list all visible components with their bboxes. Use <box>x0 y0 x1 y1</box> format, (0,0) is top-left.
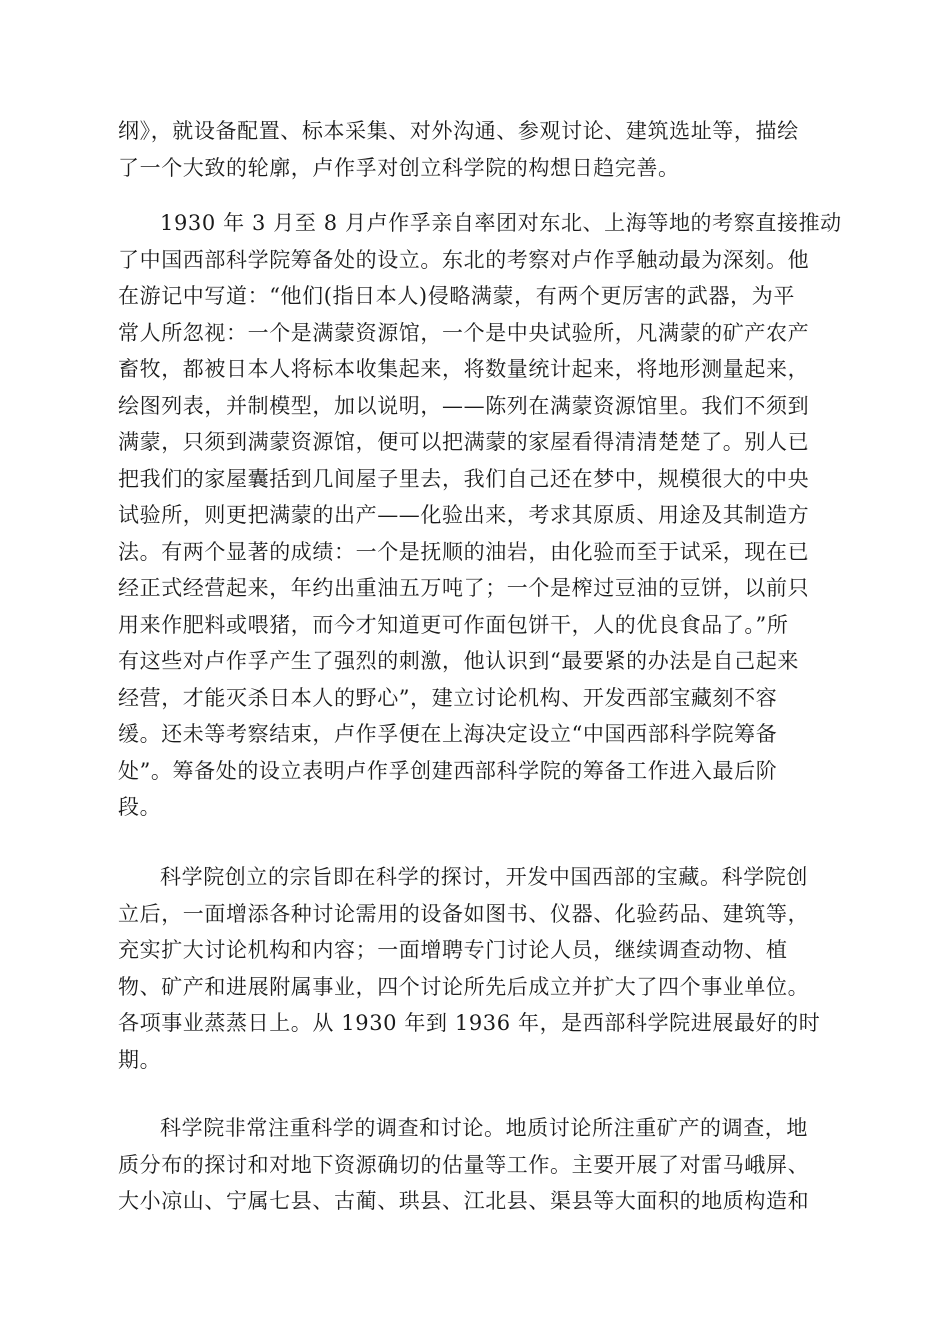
text-line: 有这些对卢作孚产生了强烈的刺激，他认识到“最要紧的办法是自己起来 <box>118 649 799 673</box>
text-line: 了中国西部科学院筹备处的设立。东北的考察对卢作孚触动最为深刻。他 <box>118 247 810 272</box>
text-line: 科学院创立的宗旨即在科学的探讨，开发中国西部的宝藏。科学院创 <box>160 865 808 889</box>
text-line: 畜牧，都被日本人将标本收集起来，将数量统计起来，将地形测量起来， <box>118 357 810 381</box>
text-line: 质分布的探讨和对地下资源确切的估量等工作。主要开展了对雷马峨屏、 <box>118 1152 810 1177</box>
text-line: 常人所忽视：一个是满蒙资源馆，一个是中央试验所，凡满蒙的矿产农产 <box>118 320 810 345</box>
text-line: 绘图列表，并制模型，加以说明，——陈列在满蒙资源馆里。我们不须到 <box>118 393 810 418</box>
paragraph-academy-purpose <box>118 859 838 1078</box>
text-line: 纲》，就设备配置、标本采集、对外沟通、参观讨论、建筑选址等，描绘 <box>118 119 799 143</box>
text-line: 立后，一面增添各种讨论需用的设备如图书、仪器、化验药品、建筑等， <box>118 901 810 926</box>
paragraph-survey-research <box>118 1110 838 1220</box>
text-line: 试验所，则更把满蒙的出产——化验出来，考求其原质、用途及其制造方 <box>118 503 810 527</box>
text-line: 用来作肥料或喂猪，而今才知道更可作面包饼干，人的优良食品了。”所 <box>118 612 789 637</box>
text-line: 在游记中写道：“他们(指日本人)侵略满蒙，有两个更厉害的武器，为平 <box>118 284 795 308</box>
text-line: 大小凉山、宁属七县、古蔺、珙县、江北县、渠县等大面积的地质构造和 <box>118 1189 810 1213</box>
paragraph-northeast-inspection <box>118 205 842 826</box>
text-line: 缓。还未等考察结束，卢作孚便在上海决定设立“中国西部科学院筹备 <box>118 722 778 746</box>
text-line: 1930 年 3 月至 8 月卢作孚亲自率团对东北、上海等地的考察直接推动 <box>160 211 842 235</box>
text-line: 处”。筹备处的设立表明卢作孚创建西部科学院的筹备工作进入最后阶 <box>118 758 778 783</box>
text-line: 充实扩大讨论机构和内容；一面增聘专门讨论人员，继续调查动物、植 <box>118 938 788 962</box>
text-line: 满蒙，只须到满蒙资源馆，便可以把满蒙的家屋看得清清楚楚了。别人已 <box>118 430 810 454</box>
text-line: 物、矿产和进展附属事业，四个讨论所先后成立并扩大了四个事业单位。 <box>118 974 810 999</box>
text-line: 经营，才能灭杀日本人的野心”，建立讨论机构、开发西部宝藏刻不容 <box>118 685 778 710</box>
text-line: 了一个大致的轮廓，卢作孚对创立科学院的构想日趋完善。 <box>118 155 680 180</box>
text-line: 期。 <box>118 1047 162 1072</box>
text-line: 科学院非常注重科学的调查和讨论。地质讨论所注重矿产的调查，地 <box>160 1116 808 1140</box>
text-line: 法。有两个显著的成绩：一个是抚顺的油岩，由化验而至于试采，现在已 <box>118 539 810 564</box>
text-line: 经正式经营起来，年约出重油五万吨了；一个是榨过豆油的豆饼，以前只 <box>118 576 810 600</box>
paragraph-continued <box>118 113 838 186</box>
text-line: 各项事业蒸蒸日上。从 1930 年到 1936 年，是西部科学院进展最好的时 <box>118 1011 821 1035</box>
text-line: 段。 <box>118 795 162 819</box>
text-line: 把我们的家屋囊括到几间屋子里去，我们自己还在梦中，规模很大的中央 <box>118 466 810 491</box>
